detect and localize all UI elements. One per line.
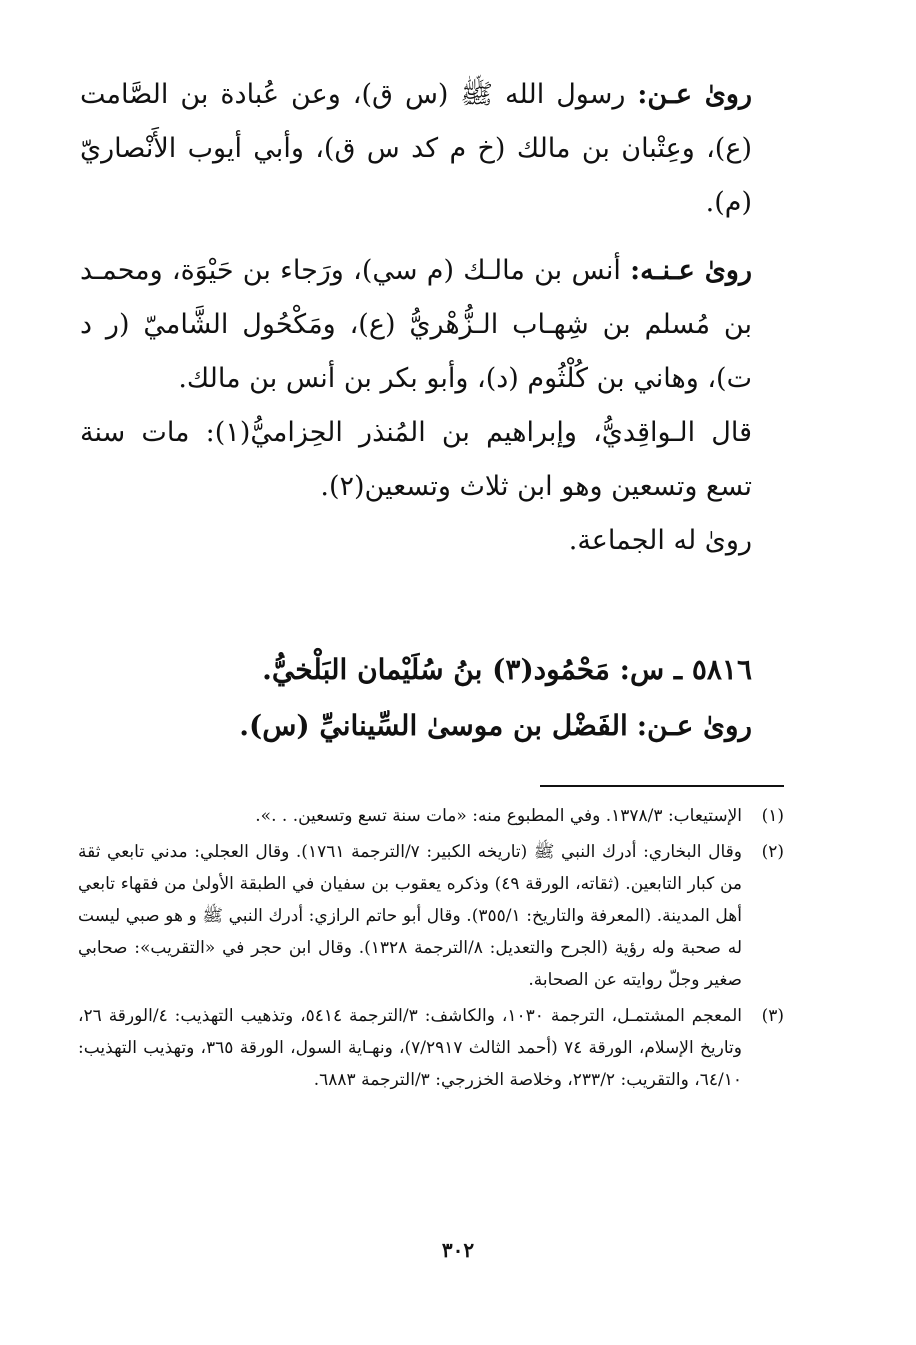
narrated-by-lead: روىٰ عـنـه: xyxy=(630,255,752,286)
entry-heading: ٥٨١٦ ـ س: مَحْمُود(٣) بنُ سُلَيْمان البَلْخيُّ. xyxy=(262,653,752,686)
biography-entry xyxy=(80,642,784,754)
narrated-by-text: أنس بن مالـك (م سي)، ورَجاء بن حَيْوَة، ومحمـد بن مُسلم بن شِهـاب الـزُّهْريُّ (ع)، ومَكْحُول الشَّاميّ (ر د ت)، وهاني بن كُلْثُوم (د)، وأبو بكر بن أنس بن مالك. xyxy=(80,255,752,394)
footnote-item xyxy=(78,1000,784,1096)
footnote-text: وقال البخاري: أدرك النبي ﷺ (تاريخه الكبير: ٧/الترجمة ١٧٦١). وقال العجلي: مدني تابعي ثقة من كبار التابعين. (ثقاته، الورقة ٤٩) وذكره يعقوب بن سفيان في الطبقة الأولىٰ من فقهاء تابعي أهل المدينة. (المعرفة والتاريخ: ٣٥٥/١). وقال أبو حاتم الرازي: أدرك النبي ﷺ و هو صبي ليست له صحبة وله رؤية (الجرح والتعديل: ٨/الترجمة ١٣٢٨). وقال ابن حجر في «التقريب»: صحابي صغير وجلّ روايته عن الصحابة. xyxy=(78,842,743,990)
entry-narrated-from-lead: روىٰ عـن: xyxy=(636,709,752,742)
footnotes xyxy=(78,800,784,1100)
footnote-item xyxy=(78,800,784,832)
page-number: ٣٠٢ xyxy=(441,1238,475,1262)
death-date-paragraph: قال الـواقِديُّ، وإبراهيم بن المُنذر الحِزاميُّ(١): مات سنة تسع وتسعين وهو ابن ثلاث وتسعين(٢). xyxy=(80,417,752,502)
footnote-separator xyxy=(540,785,784,787)
footnote-text: الإستيعاب: ١٣٧٨/٣. وفي المطبوع منه: «مات سنة تسع وتسعين. . .». xyxy=(255,806,742,826)
footnote-number: (٢) xyxy=(761,842,784,862)
entry-narrated-from xyxy=(80,698,752,754)
footnote-number: (١) xyxy=(761,806,784,826)
footnote-text: المعجم المشتمـل، الترجمة ١٠٣٠، والكاشف: ٣/الترجمة ٥٤١٤، وتذهيب التهذيب: ٤/الورقة ٢٦، وتاريخ الإسلام، الورقة ٧٤ (أحمد الثالث ٧/٢٩١٧)، ونهـاية السول، الورقة ٣٦٥، وتهذيب التهذيب: ٦٤/١٠، والتقريب: ٢٣٣/٢، وخلاصة الخزرجي: ٣/الترجمة ٦٨٨٣. xyxy=(78,1006,742,1090)
main-text xyxy=(80,68,784,754)
entry-narrated-from-text: الفَضْل بن موسىٰ السِّينانيِّ (س). xyxy=(239,709,628,742)
narrated-from-paragraph xyxy=(80,68,784,230)
narrated-by-paragraph xyxy=(80,244,784,406)
narrated-from-lead: روىٰ عـن: xyxy=(637,79,752,110)
footnote-number: (٣) xyxy=(761,1006,784,1026)
narrated-from-text: رسول الله ﷺ (س ق)، وعن عُبادة بن الصَّامت (ع)، وعِتْبان بن مالك (خ م كد س ق)، وأبي أيوب الأَنْصاريّ (م). xyxy=(80,79,752,218)
narrated-by-all-paragraph: روىٰ له الجماعة. xyxy=(568,525,752,556)
footnote-item xyxy=(78,836,784,996)
